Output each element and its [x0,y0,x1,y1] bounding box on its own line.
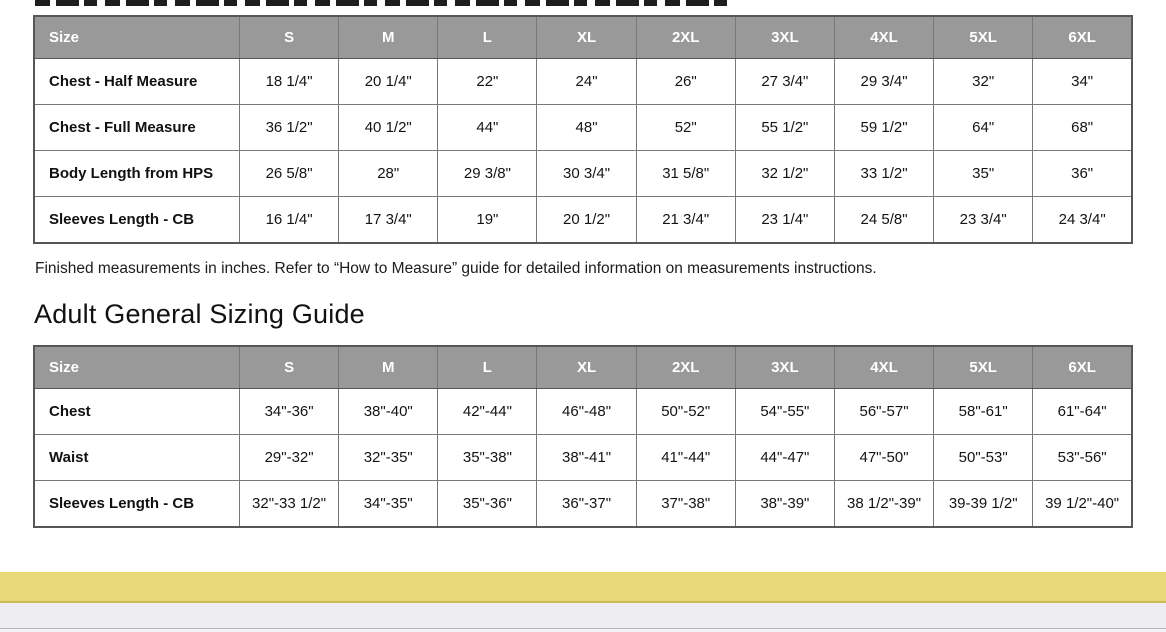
value-cell: 26 5/8" [240,151,339,197]
column-header-cell: XL [537,346,636,389]
value-cell: 36"-37" [537,481,636,528]
size-header-cell: Size [34,346,240,389]
row-label-cell: Body Length from HPS [34,151,240,197]
value-cell: 20 1/4" [339,59,438,105]
value-cell: 54"-55" [735,389,834,435]
value-cell: 32"-35" [339,435,438,481]
column-header-cell: 3XL [735,346,834,389]
value-cell: 18 1/4" [240,59,339,105]
value-cell: 20 1/2" [537,197,636,244]
value-cell: 40 1/2" [339,105,438,151]
value-cell: 34" [1033,59,1132,105]
value-cell: 32 1/2" [735,151,834,197]
value-cell: 35"-36" [438,481,537,528]
value-cell: 22" [438,59,537,105]
value-cell: 16 1/4" [240,197,339,244]
value-cell: 46"-48" [537,389,636,435]
value-cell: 32" [934,59,1033,105]
column-header-cell: 6XL [1033,16,1132,59]
table-row [34,435,1132,481]
column-header-cell: 3XL [735,16,834,59]
column-header-cell: S [240,16,339,59]
value-cell: 29 3/8" [438,151,537,197]
header-row [34,346,1132,389]
column-header-cell: 5XL [934,346,1033,389]
value-cell: 30 3/4" [537,151,636,197]
value-cell: 47"-50" [834,435,933,481]
row-label-cell: Chest - Full Measure [34,105,240,151]
value-cell: 56"-57" [834,389,933,435]
value-cell: 28" [339,151,438,197]
value-cell: 24" [537,59,636,105]
value-cell: 35"-38" [438,435,537,481]
value-cell: 35" [934,151,1033,197]
cropped-heading-text [35,0,729,6]
value-cell: 58"-61" [934,389,1033,435]
value-cell: 34"-36" [240,389,339,435]
value-cell: 52" [636,105,735,151]
row-label-cell: Sleeves Length - CB [34,197,240,244]
column-header-cell: 6XL [1033,346,1132,389]
value-cell: 31 5/8" [636,151,735,197]
value-cell: 24 5/8" [834,197,933,244]
header-row [34,16,1132,59]
row-label-cell: Sleeves Length - CB [34,481,240,528]
value-cell: 33 1/2" [834,151,933,197]
value-cell: 24 3/4" [1033,197,1132,244]
value-cell: 26" [636,59,735,105]
value-cell: 32"-33 1/2" [240,481,339,528]
table-row [34,59,1132,105]
column-header-cell: 4XL [834,16,933,59]
value-cell: 39 1/2"-40" [1033,481,1132,528]
table-row [34,197,1132,244]
adult-general-sizing-table [33,345,1133,528]
size-header-cell: Size [34,16,240,59]
value-cell: 21 3/4" [636,197,735,244]
value-cell: 36 1/2" [240,105,339,151]
value-cell: 23 1/4" [735,197,834,244]
column-header-cell: 5XL [934,16,1033,59]
value-cell: 44"-47" [735,435,834,481]
table-row [34,481,1132,528]
value-cell: 59 1/2" [834,105,933,151]
column-header-cell: XL [537,16,636,59]
value-cell: 29"-32" [240,435,339,481]
value-cell: 19" [438,197,537,244]
footer-strip [0,603,1166,632]
table-row [34,105,1132,151]
value-cell: 41"-44" [636,435,735,481]
value-cell: 17 3/4" [339,197,438,244]
value-cell: 23 3/4" [934,197,1033,244]
row-label-cell: Chest - Half Measure [34,59,240,105]
value-cell: 61"-64" [1033,389,1132,435]
value-cell: 48" [537,105,636,151]
value-cell: 36" [1033,151,1132,197]
column-header-cell: 4XL [834,346,933,389]
table-row [34,151,1132,197]
value-cell: 44" [438,105,537,151]
value-cell: 68" [1033,105,1132,151]
value-cell: 38"-40" [339,389,438,435]
value-cell: 38"-39" [735,481,834,528]
measurements-caption: Finished measurements in inches. Refer to “How to Measure” guide for detailed information on measurements instructions. [35,260,877,277]
finished-measurements-table [33,15,1133,244]
value-cell: 55 1/2" [735,105,834,151]
column-header-cell: S [240,346,339,389]
value-cell: 37"-38" [636,481,735,528]
column-header-cell: L [438,346,537,389]
row-label-cell: Chest [34,389,240,435]
column-header-cell: 2XL [636,346,735,389]
value-cell: 42"-44" [438,389,537,435]
value-cell: 53"-56" [1033,435,1132,481]
value-cell: 38 1/2"-39" [834,481,933,528]
value-cell: 27 3/4" [735,59,834,105]
value-cell: 39-39 1/2" [934,481,1033,528]
column-header-cell: 2XL [636,16,735,59]
value-cell: 50"-52" [636,389,735,435]
value-cell: 29 3/4" [834,59,933,105]
yellow-divider-bar [0,572,1166,603]
row-label-cell: Waist [34,435,240,481]
section-heading-adult-general-sizing-guide: Adult General Sizing Guide [34,299,365,329]
value-cell: 38"-41" [537,435,636,481]
column-header-cell: M [339,346,438,389]
column-header-cell: L [438,16,537,59]
value-cell: 50"-53" [934,435,1033,481]
value-cell: 64" [934,105,1033,151]
value-cell: 34"-35" [339,481,438,528]
table-row [34,389,1132,435]
column-header-cell: M [339,16,438,59]
